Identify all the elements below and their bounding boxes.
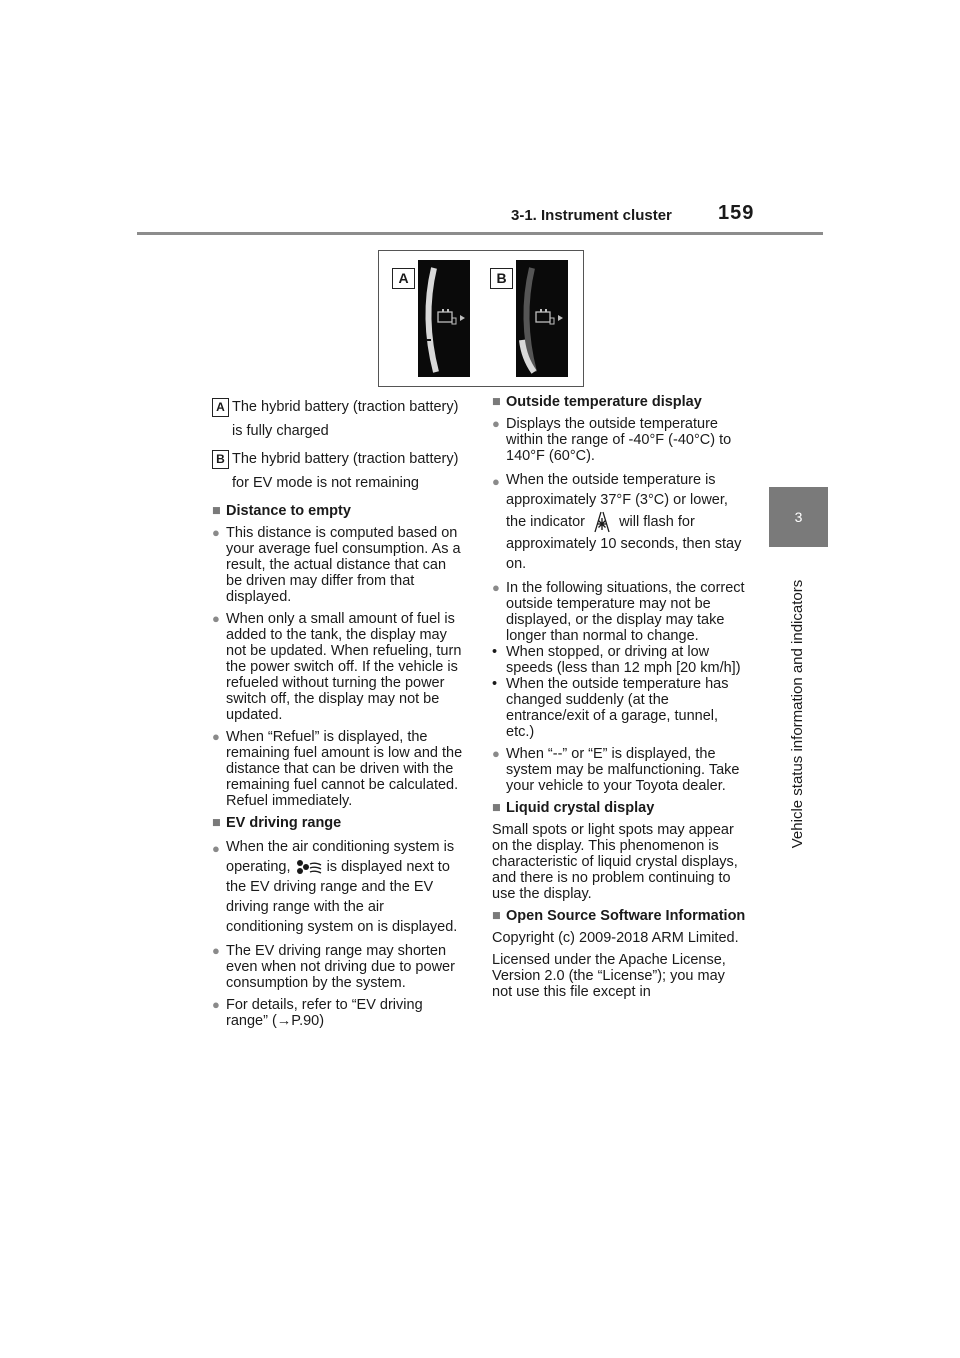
header-rule [137, 232, 823, 235]
figure-label-b: B [490, 268, 513, 289]
sub-bullet-text: When the outside temperature has changed suddenly (at the entrance/exit of a garage, tunnel, etc.) [506, 676, 729, 740]
battery-gauge-figure [378, 250, 584, 387]
bullet-text-cont: is displayed next to the EV driving range and the EV driving range with the air conditioning system on is displayed. [226, 859, 458, 935]
bullet-text: When “Refuel” is displayed, the remaining fuel amount is low and the distance that can be driven with the remaining fuel cannot be calculated. Refuel immediately. [226, 729, 463, 809]
gauge-b-graphic [516, 260, 568, 377]
bullet-item [212, 525, 464, 605]
square-bullet-icon: ■ [212, 815, 221, 831]
lcd-paragraph: Small spots or light spots may appear on the display. This phenomenon is characteristic of liquid crystal displays, and there is no problem continuing to use the display. [492, 822, 738, 902]
bullet-text: Displays the outside temperature within the range of -40°F (-40°C) to 140°F (60°C). [506, 416, 732, 464]
heading-text: EV driving range [226, 815, 342, 831]
bullet-item [212, 943, 464, 991]
bullet-text: In the following situations, the correct outside temperature may not be displayed, or the display may take longer than normal to change. [506, 580, 745, 644]
copyright-paragraph: Copyright (c) 2009-2018 ARM Limited. [492, 930, 739, 946]
bullet-text: When the outside temperature is approximately 37°F (3°C) or lower, the indicator [506, 472, 728, 530]
ev-driving-range-heading [212, 815, 464, 831]
distance-to-empty-heading [212, 503, 464, 519]
bullet-item [492, 746, 748, 794]
heading-text: Liquid crystal display [506, 800, 655, 816]
outside-temperature-heading [492, 394, 748, 410]
sub-bullet-text: When stopped, or driving at low speeds (less than 12 mph [20 km/h]) [506, 644, 741, 676]
square-bullet-icon: ■ [492, 394, 501, 410]
circle-bullet-icon: ● [492, 416, 500, 431]
air-conditioning-icon [295, 859, 323, 875]
circle-bullet-icon: ● [212, 611, 220, 626]
bullet-text: The EV driving range may shorten even when not driving due to power consumption by the system. [226, 943, 455, 991]
ice-warning-icon [589, 510, 615, 534]
sub-bullet-item [492, 644, 748, 676]
bullet-text: When “--” or “E” is displayed, the system may be malfunctioning. Take your vehicle to your Toyota dealer. [506, 746, 740, 794]
liquid-crystal-heading [492, 800, 748, 816]
label-item-a [212, 395, 464, 443]
sub-bullet-icon: • [492, 644, 498, 660]
bullet-item [212, 837, 464, 937]
bullet-text: This distance is computed based on your average fuel consumption. As a result, the actual distance that can be driven may differ from that displayed. [226, 525, 461, 605]
label-box-b: B [212, 450, 229, 469]
bullet-item [492, 416, 748, 464]
chapter-title [789, 566, 811, 862]
label-text-b: The hybrid battery (traction battery) for EV mode is not remaining [232, 451, 459, 491]
sub-bullet-icon: • [492, 676, 498, 692]
circle-bullet-icon: ● [212, 525, 220, 540]
bullet-text: For details, refer to “EV driving range” (→P.90) [226, 997, 423, 1029]
bullet-item [212, 997, 464, 1029]
circle-bullet-icon: ● [492, 746, 500, 761]
sub-bullet-item [492, 676, 748, 740]
label-box-a: A [212, 398, 229, 417]
section-title: 3-1. Instrument cluster [511, 207, 672, 224]
chapter-title-text: Vehicle status information and indicators [789, 579, 806, 849]
square-bullet-icon: ■ [492, 908, 501, 924]
circle-bullet-icon: ● [212, 729, 220, 744]
gauge-b [516, 260, 568, 377]
gauge-a-graphic [418, 260, 470, 377]
circle-bullet-icon: ● [492, 580, 500, 595]
license-paragraph: Licensed under the Apache License, Version 2.0 (the “License”); you may not use this file except in [492, 952, 726, 1000]
circle-bullet-icon: ● [212, 997, 220, 1012]
right-column [492, 394, 748, 1006]
heading-text: Open Source Software Information [506, 908, 746, 924]
label-item-b [212, 447, 464, 495]
bullet-item [212, 611, 464, 723]
chapter-tab: 3 [769, 487, 828, 547]
square-bullet-icon: ■ [212, 503, 221, 519]
bullet-item [492, 580, 748, 644]
gauge-a [418, 260, 470, 377]
bullet-item [212, 729, 464, 809]
square-bullet-icon: ■ [492, 800, 501, 816]
circle-bullet-icon: ● [492, 474, 500, 489]
label-text-a: The hybrid battery (traction battery) is fully charged [232, 399, 459, 439]
figure-label-a: A [392, 268, 415, 289]
heading-text: Outside temperature display [506, 394, 702, 410]
bullet-text-cont: will flash for approximately 10 seconds, then stay on. [506, 513, 742, 572]
bullet-text: When only a small amount of fuel is added to the tank, the display may not be updated. When refueling, turn the power switch off. If the vehicle is refueled without turning the power switch off, the display may not be updated. [226, 611, 462, 723]
bullet-text: When the air conditioning system is operating, [226, 839, 455, 875]
heading-text: Distance to empty [226, 503, 351, 519]
open-source-heading [492, 908, 748, 924]
bullet-item [492, 470, 748, 574]
page-number: 159 [718, 202, 755, 224]
circle-bullet-icon: ● [212, 841, 220, 856]
circle-bullet-icon: ● [212, 943, 220, 958]
left-column [212, 395, 464, 1035]
